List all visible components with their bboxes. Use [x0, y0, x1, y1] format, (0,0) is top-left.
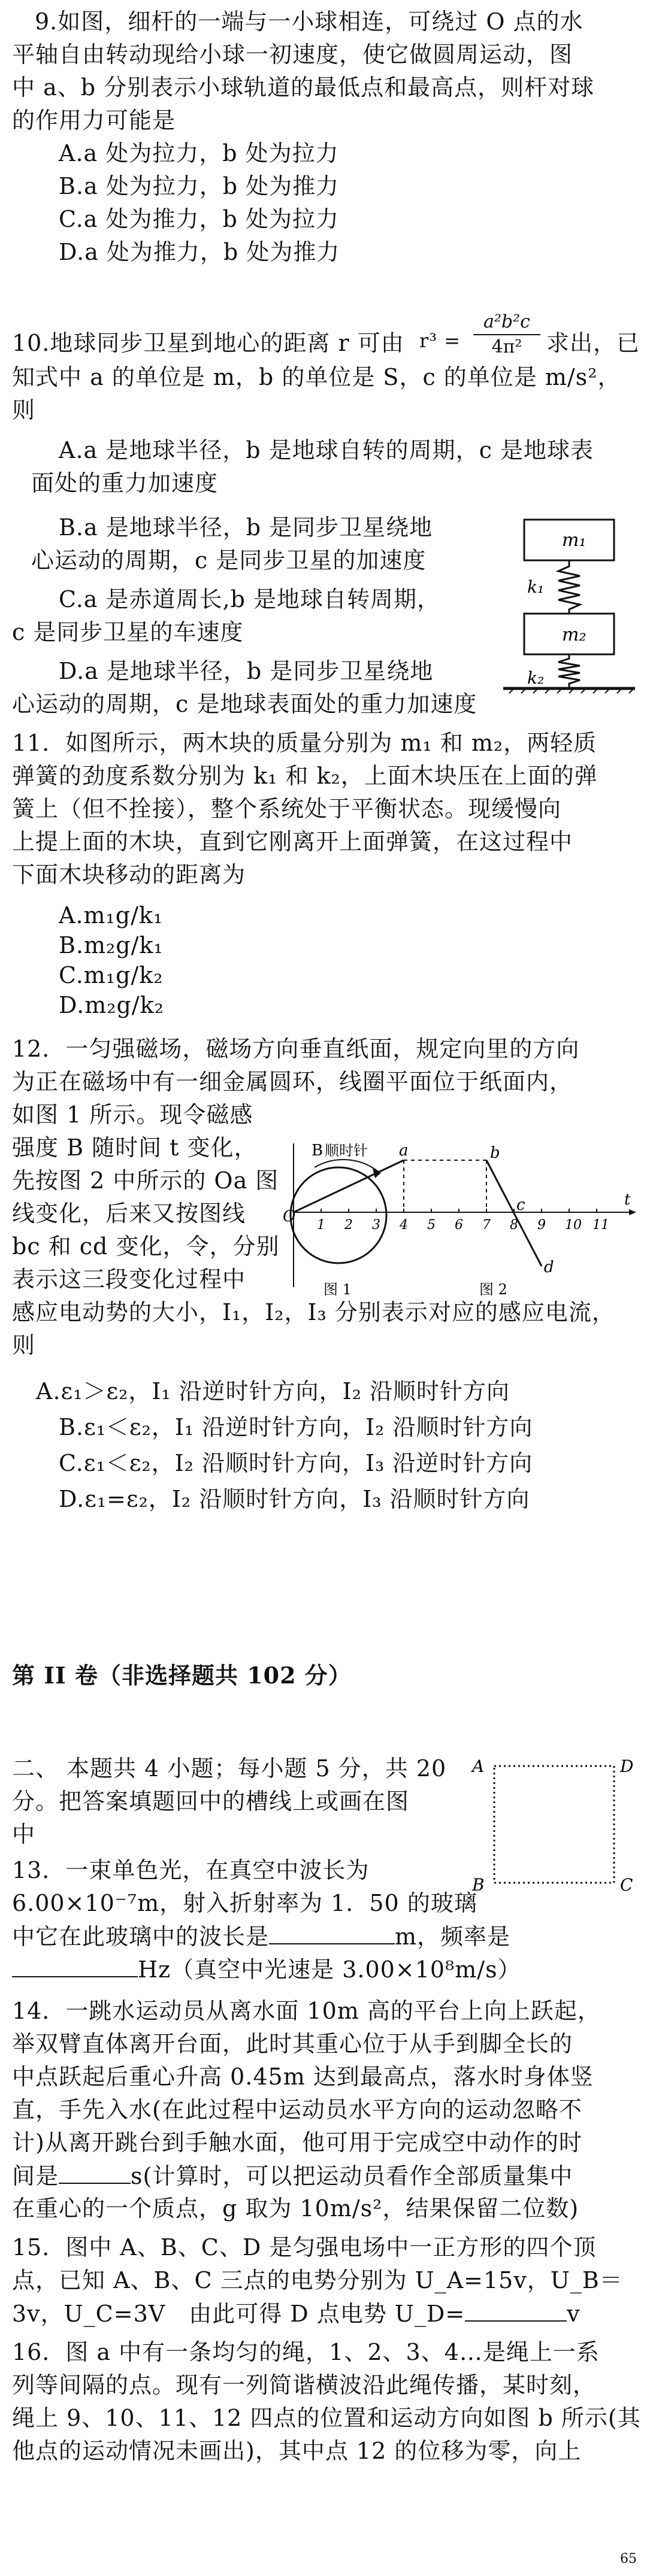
q14-line-1: 14．一跳水运动员从离水面 10m 高的平台上向上跃起，	[12, 1998, 601, 2024]
q15-potential-blank[interactable]	[465, 2299, 567, 2322]
q15-line-3-unit: v	[567, 2301, 581, 2327]
q13-line-1: 13．一束单色光，在真空中波长为	[12, 1857, 370, 1883]
tick-label-4: 4	[400, 1218, 408, 1233]
q13-wavelength-blank[interactable]	[269, 1922, 395, 1944]
q11-stem-line-2: 弹簧的劲度系数分别为 k₁ 和 k₂，上面木块压在上面的弹	[12, 763, 598, 789]
q9-option-b: B.a 处为拉力，b 处为推力	[59, 173, 340, 199]
point-a-label: a	[399, 1142, 409, 1160]
vertex-a: A	[472, 1756, 485, 1776]
metal-ring	[291, 1167, 386, 1263]
fig1-caption: 图 1	[324, 1281, 352, 1298]
q12-stem-line-8: 表示这三段变化过程中	[12, 1266, 246, 1292]
q10-fraction-bar	[473, 334, 540, 335]
q10-stem-line-2: 知式中 a 的单位是 m，b 的单位是 S，c 的单位是 m/s²，	[12, 364, 621, 390]
q10-option-a-line-1: A.a 是地球半径，b 是地球自转的周期，c 是地球表	[59, 437, 594, 463]
q14-line-5: 计)从离开跳台到手触水面，他可用于完成空中动作的时	[12, 2129, 582, 2156]
q13-line-4-text: Hz（真空中光速是 3.00×10⁸m/s）	[138, 1956, 521, 1983]
q13-line-3	[12, 1922, 510, 1951]
q9-option-a: A.a 处为拉力，b 处为拉力	[59, 140, 339, 166]
t-axis-label: t	[624, 1191, 631, 1209]
q15-line-2: 点，已知 A、B、C 三点的电势分别为 U_A=15v，U_B＝	[12, 2267, 623, 2293]
spring-k2	[558, 654, 580, 687]
part2-intro-line-2: 分。把答案填题回中的槽线上或画在图	[12, 1788, 410, 1815]
q14-line-6-rest: s(计算时，可以把运动员看作全部质量集中	[131, 2163, 573, 2189]
fig1-b-label: B	[312, 1142, 324, 1160]
q9-option-c: C.a 处为推力，b 处为拉力	[59, 206, 339, 232]
q10-option-b-line-1: B.a 是地球半径，b 是同步卫星绕地	[59, 514, 433, 541]
q14-line-4: 直，手先入水(在此过程中运动员水平方向的运动忽略不	[12, 2096, 582, 2123]
q13-line-3-unit: m，频率是	[395, 1923, 511, 1950]
q16-line-3: 绳上 9、10、11、12 四点的位置和运动方向如图 b 所示(其	[12, 2405, 641, 2431]
k1-label: k₁	[527, 577, 545, 597]
q14-line-6-text: 间是	[12, 2163, 59, 2189]
vertex-c: C	[620, 1875, 633, 1895]
q10-formula-lhs: r³ =	[419, 329, 461, 352]
q14-line-3: 中点跃起后重心升高 0.45m 达到最高点，落水时身体竖	[12, 2064, 594, 2090]
q12-stem-line-1: 12．一匀强磁场，磁场方向垂直纸面，规定向里的方向	[12, 1036, 580, 1062]
q15-line-3-text: 3v，U_C=3V 由此可得 D 点电势 U_D=	[12, 2301, 465, 2327]
tick-label-6: 6	[455, 1218, 463, 1233]
q12-stem-line-6: 线变化，后来又按图线	[12, 1200, 246, 1227]
q16-line-4: 他点的运动情况未画出)，其中点 12 的位移为零，向上	[12, 2438, 582, 2464]
q10-stem-line-3: 则	[12, 397, 36, 423]
q13-frequency-blank[interactable]	[12, 1955, 138, 1977]
q12-stem-line-10: 则	[12, 1332, 36, 1358]
page-number: 65	[620, 2551, 637, 2566]
part2-heading: 第 II 卷（非选择题共 102 分）	[12, 1662, 352, 1689]
tick-label-2: 2	[344, 1218, 353, 1233]
q11-stem-line-5: 下面木块移动的距离为	[12, 861, 246, 888]
q9-stem-line-1: 9.如图，细杆的一端与一小球相连，可绕过 O 点的水	[35, 8, 583, 35]
q12-stem-line-9: 感应电动势的大小，I₁，I₂，I₃ 分别表示对应的感应电流，	[12, 1299, 615, 1325]
tick-label-5: 5	[427, 1218, 436, 1233]
q14-line-7: 在重心的一个质点，g 取为 10m/s²，结果保留二位数)	[12, 2195, 579, 2222]
q10-option-d-line-2: 心运动的周期，c 是地球表面处的重力加速度	[12, 691, 477, 717]
q12-option-b: B.ε₁＜ε₂，I₁ 沿逆时针方向，I₂ 沿顺时针方向	[59, 1414, 533, 1440]
spring-blocks-figure	[491, 515, 641, 694]
q10-stem-line-1b: 求出，已	[546, 330, 640, 356]
q11-option-a: A.m₁g/k₁	[59, 902, 164, 929]
q10-stem-line-1a: 10.地球同步卫星到地心的距离 r 可由	[12, 330, 404, 356]
q15-line-1: 15．图中 A、B、C、D 是匀强电场中一正方形的四个顶	[12, 2234, 597, 2261]
q12-stem-line-2: 为正在磁场中有一细金属圆环，线圈平面位于纸面内，	[12, 1069, 573, 1095]
tick-label-8: 8	[510, 1218, 518, 1233]
q9-stem-line-4: 的作用力可能是	[12, 107, 176, 133]
q13-line-4	[12, 1955, 521, 1984]
q12-option-d: D.ε₁=ε₂，I₂ 沿顺时针方向，I₃ 沿顺时针方向	[59, 1486, 530, 1512]
m2-label: m₂	[562, 624, 586, 645]
q10-option-a-line-2: 面处的重力加速度	[31, 470, 219, 496]
q10-option-d-line-1: D.a 是地球半径，b 是同步卫星绕地	[59, 658, 434, 684]
t-axis-arrowhead	[629, 1209, 636, 1215]
magnetic-field-figures	[282, 1125, 641, 1305]
tick-label-3: 3	[372, 1218, 380, 1233]
dotted-square	[494, 1766, 614, 1883]
fig2-caption: 图 2	[479, 1281, 507, 1298]
point-b-label: b	[490, 1144, 500, 1162]
q10-option-b-line-2: 心运动的周期，c 是同步卫星的加速度	[31, 547, 427, 574]
q14-line-6	[12, 2161, 573, 2190]
point-d-label: d	[544, 1258, 554, 1276]
q12-option-c: C.ε₁＜ε₂，I₂ 沿顺时针方向，I₃ 沿逆时针方向	[59, 1450, 533, 1476]
q11-option-b: B.m₂g/k₁	[59, 932, 164, 958]
q12-stem-line-3: 如图 1 所示。现令磁感	[12, 1102, 253, 1128]
q12-stem-line-4: 强度 B 随时间 t 变化，	[12, 1134, 258, 1161]
q11-option-d: D.m₂g/k₂	[59, 992, 164, 1018]
q11-option-c: C.m₁g/k₂	[59, 962, 164, 988]
m1-label: m₁	[562, 530, 586, 551]
q16-line-2: 列等间隔的点。现有一列简谐横波沿此绳传播，某时刻，	[12, 2372, 597, 2398]
tick-label-7: 7	[482, 1218, 491, 1233]
k2-label: k₂	[527, 668, 545, 688]
origin-label: O	[283, 1207, 296, 1225]
q10-formula-denominator: 4π²	[491, 336, 522, 357]
q10-option-c-line-2: c 是同步卫星的车速度	[12, 619, 244, 645]
q9-stem-line-3: 中 a、b 分别表示小球轨道的最低点和最高点，则杆对球	[12, 74, 595, 101]
q11-stem-line-1: 11．如图所示，两木块的质量分别为 m₁ 和 m₂，两轻质	[12, 730, 597, 756]
fig1-clockwise-label: 顺时针	[325, 1142, 368, 1159]
q10-formula-numerator: a²b²c	[483, 311, 530, 332]
q14-time-blank[interactable]	[59, 2161, 131, 2184]
q12-stem-line-7: bc 和 cd 变化，令，分别	[12, 1233, 280, 1260]
vertex-d: D	[620, 1756, 634, 1776]
b-t-curve-bcd	[486, 1160, 542, 1266]
q12-option-a: A.ε₁＞ε₂，I₁ 沿逆时针方向，I₂ 沿顺时针方向	[36, 1378, 510, 1404]
vertex-b: B	[472, 1875, 485, 1895]
q11-stem-line-4: 上提上面的木块，直到它刚离开上面弹簧，在这过程中	[12, 829, 573, 855]
tick-label-9: 9	[537, 1218, 546, 1233]
q15-line-3	[12, 2299, 581, 2328]
q9-stem-line-2: 平轴自由转动现给小球一初速度，使它做圆周运动，图	[12, 41, 573, 68]
square-abcd-figure	[467, 1748, 641, 1898]
spring-k1	[558, 560, 580, 614]
part2-intro-line-3: 中	[12, 1821, 36, 1847]
tick-label-11: 11	[592, 1218, 609, 1233]
q12-stem-line-5: 先按图 2 中所示的 Oa 图	[12, 1167, 279, 1194]
point-c-label: c	[516, 1196, 525, 1214]
q13-line-2: 6.00×10⁻⁷m，射入折射率为 1．50 的玻璃	[12, 1890, 477, 1916]
tick-label-10: 10	[565, 1218, 582, 1233]
q11-stem-line-3: 簧上（但不拴接），整个系统处于平衡状态。现缓慢向	[12, 796, 562, 822]
tick-label-1: 1	[317, 1218, 325, 1233]
clockwise-arrow	[315, 1160, 380, 1173]
q10-option-c-line-1: C.a 是赤道周长,b 是地球自转周期，	[59, 586, 441, 612]
q9-option-d: D.a 处为推力，b 处为推力	[59, 239, 340, 265]
part2-intro-line-1: 二、 本题共 4 小题；每小题 5 分，共 20	[12, 1755, 447, 1782]
q16-line-1: 16．图 a 中有一条均匀的绳，1、2、3、4…是绳上一系	[12, 2339, 600, 2365]
q14-line-2: 举双臂直体离开台面，此时其重心位于从手到脚全长的	[12, 2031, 573, 2057]
q13-line-3-text: 中它在此玻璃中的波长是	[12, 1923, 270, 1950]
